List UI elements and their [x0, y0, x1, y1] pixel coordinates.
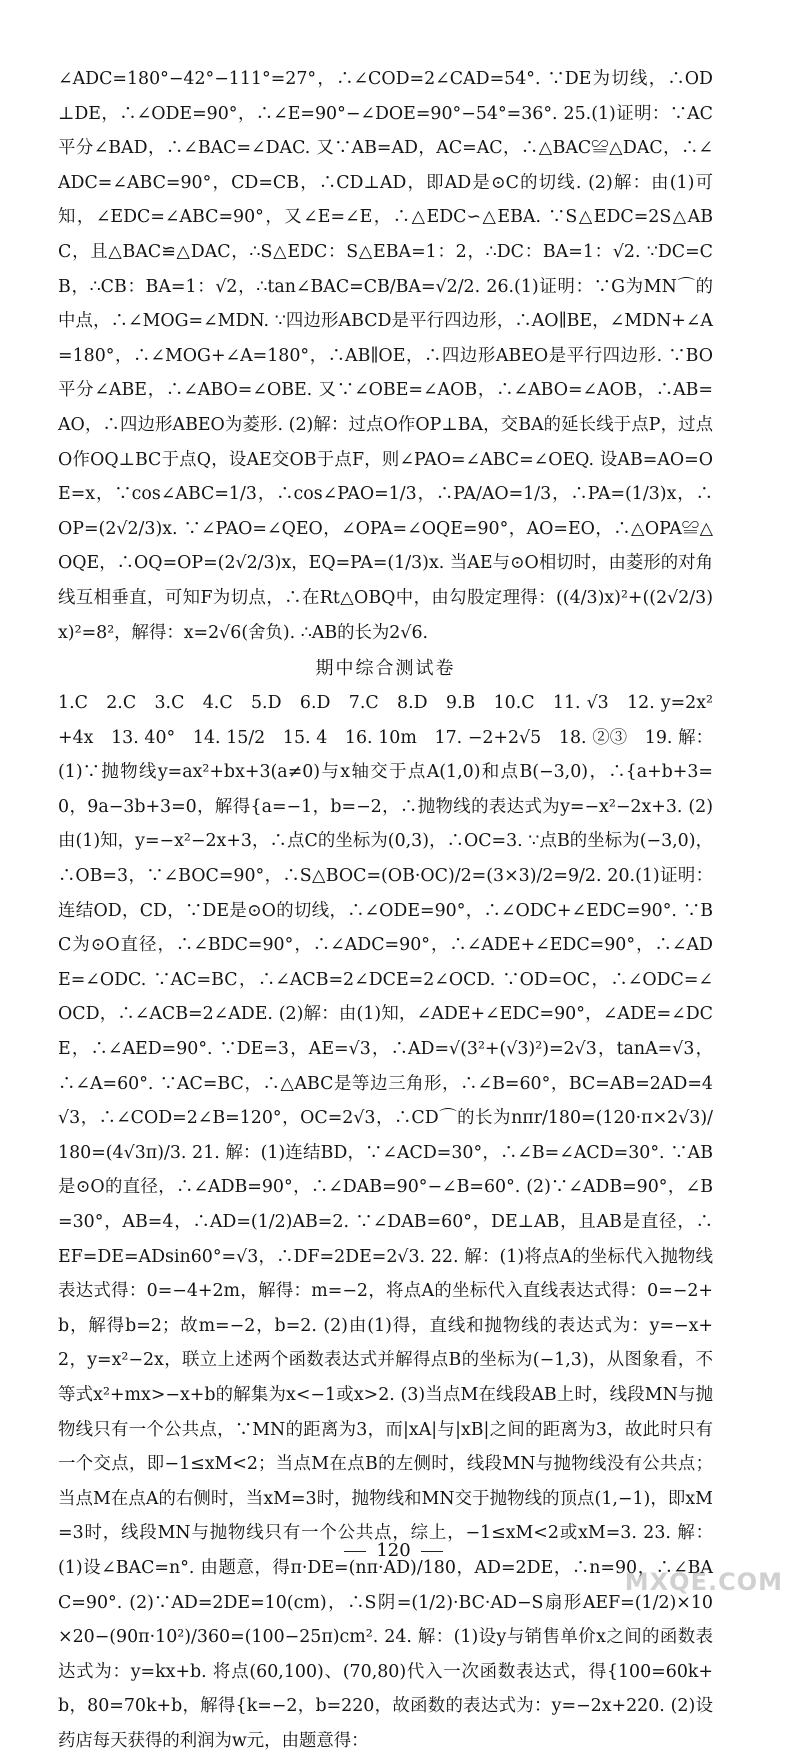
watermark-logo: MXQE.COM — [624, 1568, 783, 1596]
section-title: 期中综合测试卷 — [315, 658, 456, 680]
answers-paragraph: 1.C 2.C 3.C 4.C 5.D 6.D 7.C 8.D 9.B 10.C 11. √3 12. y=2x²+4x 13. 40° 14. 15/2 15. 4 16. 10m 17. −2+2√5 18. ②③ 19. 解：(1)∵抛物线y=ax²+bx+3(a≠0)与x轴交于点A(1,0)和点B(−3,0)，∴{a+b+3=0，9a−3b+3=0，解得{a=−1，b=−2，∴抛物线的表达式为y=−x²−2x+3. (2)由(1)知，y=−x²−2x+3，∴点C的坐标为(0,3)，∴OC=3. ∵点B的坐标为(−3,0)，∴OB=3，∵∠BOC=90°，∴S△BOC=(OB·OC)/2=(3×3)/2=9/2. 20.(1)证明：连结OD，CD，∵DE是⊙O的切线，∴∠ODE=90°，∴∠ODC+∠EDC=90°. ∵BC为⊙O直径，∴∠BDC=90°，∴∠ADC=90°，∴∠ADE+∠EDC=90°，∴∠ADE=∠ODC. ∵AC=BC，∴∠ACB=2∠DCE=2∠OCD. ∵OD=OC，∴∠ODC=∠OCD，∴∠ACB=2∠ADE. (2)解：由(1)知，∠ADE+∠EDC=90°，∠ADE=∠DCE，∴∠AED=90°. ∵DE=3，AE=√3，∴AD=√(3²+(√3)²)=2√3，tanA=√3，∴∠A=60°. ∵AC=BC，∴△ABC是等边三角形，∴∠B=60°，BC=AB=2AD=4√3，∴∠COD=2∠B=120°，OC=2√3，∴CD⌒的长为nπr/180=(120·π×2√3)/180=(4√3π)/3. 21. 解：(1)连结BD，∵∠ACD=30°，∴∠B=∠ACD=30°. ∵AB是⊙O的直径，∴∠ADB=90°，∴∠DAB=90°−∠B=60°. (2)∵∠ADB=90°，∠B=30°，AB=4，∴AD=(1/2)AB=2. ∵∠DAB=60°，DE⊥AB，且AB是直径，∴EF=DE=ADsin60°=√3，∴DF=2DE=2√3. 22. 解：(1)将点A的坐标代入抛物线表达式得：0=−4+2m，解得：m=−2，将点A的坐标代入直线表达式得：0=−2+b，解得b=2；故m=−2，b=2. (2)由(1)得，直线和抛物线的表达式为：y=−x+2，y=x²−2x，联立上述两个函数表达式并解得点B的坐标为(−1,3)，从图象看，不等式x²+mx>−x+b的解集为x<−1或x>2. (3)当点M在线段AB上时，线段MN与抛物线只有一个公共点，∵MN的距离为3，而|xA|与|xB|之间的距离为3，故此时只有一个交点，即−1≤xM<2；当点M在点B的左侧时，线段MN与抛物线没有公共点；当点M在点A的右侧时，当xM=3时，抛物线和MN交于抛物线的顶点(1,−1)，即xM=3时，线段MN与抛物线只有一个公共点，综上，−1≤xM<2或xM=3. 23. 解：(1)设∠BAC=n°. 由题意，得π·DE=(nπ·AD)/180，AD=2DE，∴n=90，∴∠BAC=90°. (2)∵AD=2DE=10(cm)，∴S阴=(1/2)·BC·AD−S扇形AEF=(1/2)×10×20−(90π·10²)/360=(100−25π)cm². 24. 解：(1)设y与销售单价x之间的函数表达式为：y=kx+b. 将点(60,100)、(70,80)代入一次函数表达式，得{100=60k+b，80=70k+b，解得{k=−2，b=220，故函数的表达式为：y=−2x+220. (2)设药店每天获得的利润为w元，由题意得： — [58, 693, 713, 1751]
solution-paragraph-top: ∠ADC=180°−42°−111°=27°，∴∠COD=2∠CAD=54°. ∵DE为切线，∴OD⊥DE，∴∠ODE=90°，∴∠E=90°−∠DOE=90°−54°=36°. 25.(1)证明：∵AC平分∠BAD，∴∠BAC=∠DAC. 又∵AB=AD，AC=AC，∴△BAC≌△DAC，∴∠ADC=∠ABC=90°，CD=CB，∴CD⊥AD，即AD是⊙C的切线. (2)解：由(1)可知，∠EDC=∠ABC=90°，又∠E=∠E，∴△EDC∽△EBA. ∵S△EDC=2S△ABC，且△BAC≌△DAC，∴S△EDC：S△EBA=1：2，∴DC：BA=1：√2. ∵DC=CB，∴CB：BA=1：√2，∴tan∠BAC=CB/BA=√2/2. 26.(1)证明：∵G为MN⌒的中点，∴∠MOG=∠MDN. ∵四边形ABCD是平行四边形，∴AO∥BE，∠MDN+∠A=180°，∴∠MOG+∠A=180°，∴AB∥OE，∴四边形ABEO是平行四边形. ∵BO平分∠ABE，∴∠ABO=∠OBE. 又∵∠OBE=∠AOB，∴∠ABO=∠AOB，∴AB=AO，∴四边形ABEO为菱形. (2)解：过点O作OP⊥BA，交BA的延长线于点P，过点O作OQ⊥BC于点Q，设AE交OB于点F，则∠PAO=∠ABC=∠OEQ. 设AB=AO=OE=x，∵cos∠ABC=1/3，∴cos∠PAO=1/3，∴PA/AO=1/3，∴PA=(1/3)x，∴OP=(2√2/3)x. ∵∠PAO=∠QEO，∠OPA=∠OQE=90°，AO=EO，∴△OPA≌△OQE，∴OQ=OP=(2√2/3)x，EQ=PA=(1/3)x. 当AE与⊙O相切时，由菱形的对角线互相垂直，可知F为切点，∴在Rt△OBQ中，由勾股定理得：((4/3)x)²+((2√2/3)x)²=8²，解得：x=2√6(舍负). ∴AB的长为2√6. — [58, 69, 713, 643]
page-number: 120 — [0, 1540, 787, 1561]
